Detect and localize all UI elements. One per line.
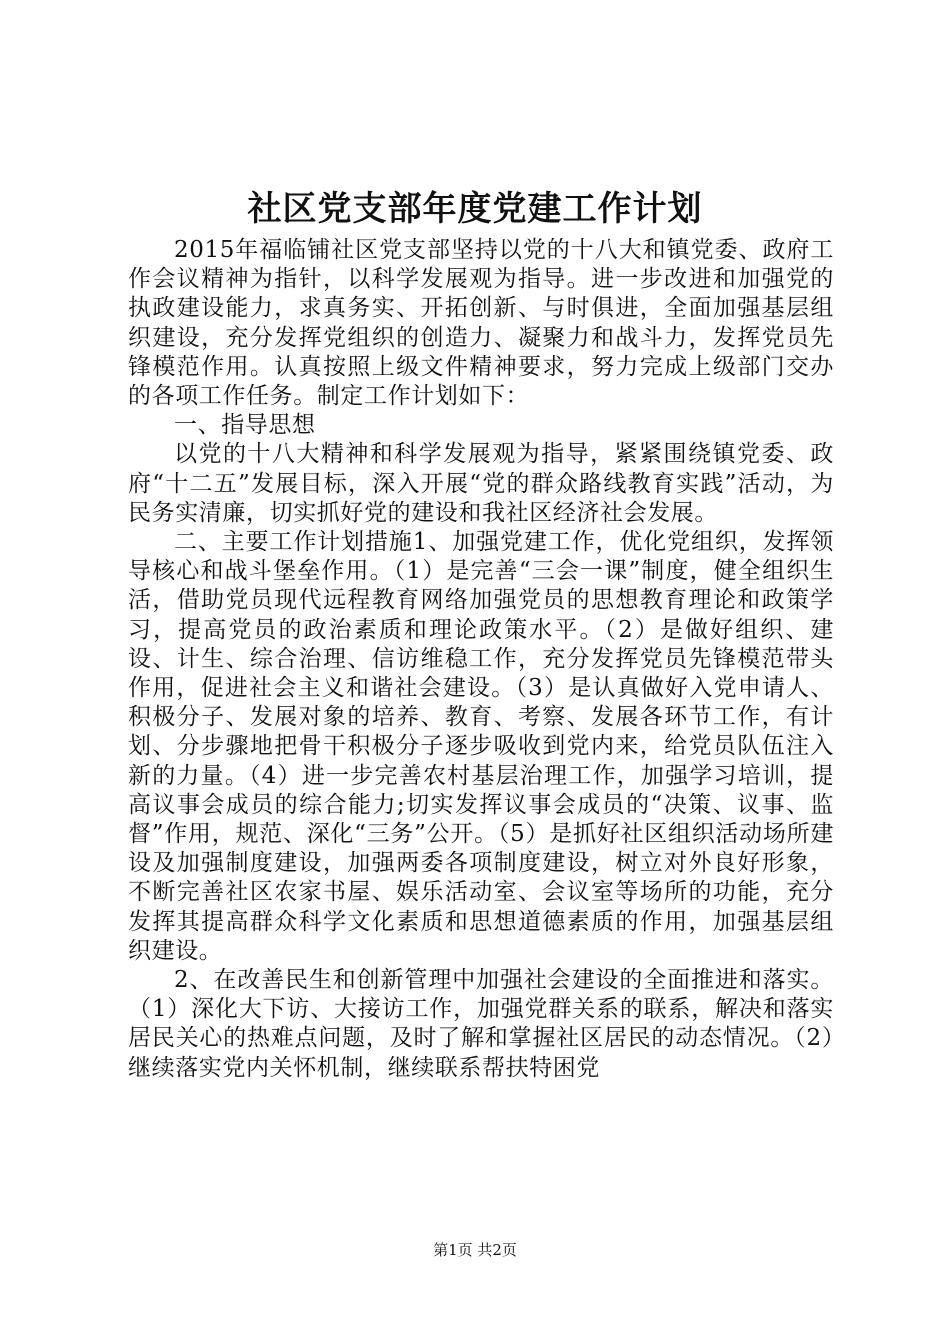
social-construction-paragraph: 2、在改善民生和创新管理中加强社会建设的全面推进和落实。（1）深化大下访、大接访工作，加强党群关系的联系，解决和落实居民关心的热难点问题，及时了解和掌握社区居民的动态情况。（2）继续落实党内关怀机制，继续联系帮扶特困党 bbox=[128, 967, 834, 1081]
guiding-thought-paragraph: 以党的十八大精神和科学发展观为指导，紧紧围绕镇党委、政府“十二五”发展目标，深入开展“党的群众路线教育实践”活动，为民务实清廉，切实抓好党的建设和我社区经济社会发展。 bbox=[128, 441, 834, 526]
section-heading-guiding-thought: 一、指导思想 bbox=[174, 412, 316, 439]
document-title: 社区党支部年度党建工作计划 bbox=[247, 189, 703, 229]
main-measures-paragraph: 二、主要工作计划措施1、加强党建工作，优化党组织，发挥领导核心和战斗堡垒作用。（1）是完善“三会一课”制度，健全组织生活，借助党员现代远程教育网络加强党员的思想教育理论和政策学习，提高党员的政治素质和理论政策水平。（2）是做好组织、建设、计生、综合治理、信访维稳工作，充分发挥党员先锋模范带头作用，促进社会主义和谐社会建设。（3）是认真做好入党申请人、积极分子、发展对象的培养、教育、考察、发展各环节工作，有计划、分步骤地把骨干积极分子逐步吸收到党内来，给党员队伍注入新的力量。（4）进一步完善农村基层治理工作，加强学习培训，提高议事会成员的综合能力;切实发挥议事会成员的“决策、议事、监督”作用，规范、深化“三务”公开。（5）是抓好社区组织活动场所建设及加强制度建设，加强两委各项制度建设，树立对外良好形象，不断完善社区农家书屋、娱乐活动室、会议室等场所的功能，充分发挥其提高群众科学文化素质和思想道德素质的作用，加强基层组织建设。 bbox=[128, 529, 834, 964]
document-body bbox=[128, 236, 834, 1083]
intro-paragraph: 2015年福临铺社区党支部坚持以党的十八大和镇党委、政府工作会议精神为指针，以科学发展观为指导。进一步改进和加强党的执政建设能力，求真务实、开拓创新、与时俱进，全面加强基层组织建设，充分发挥党组织的创造力、凝聚力和战斗力，发挥党员先锋模范作用。认真按照上级文件精神要求，努力完成上级部门交办的各项工作任务。制定工作计划如下： bbox=[128, 237, 834, 410]
page-number-footer: 第1页 共2页 bbox=[433, 1241, 517, 1259]
